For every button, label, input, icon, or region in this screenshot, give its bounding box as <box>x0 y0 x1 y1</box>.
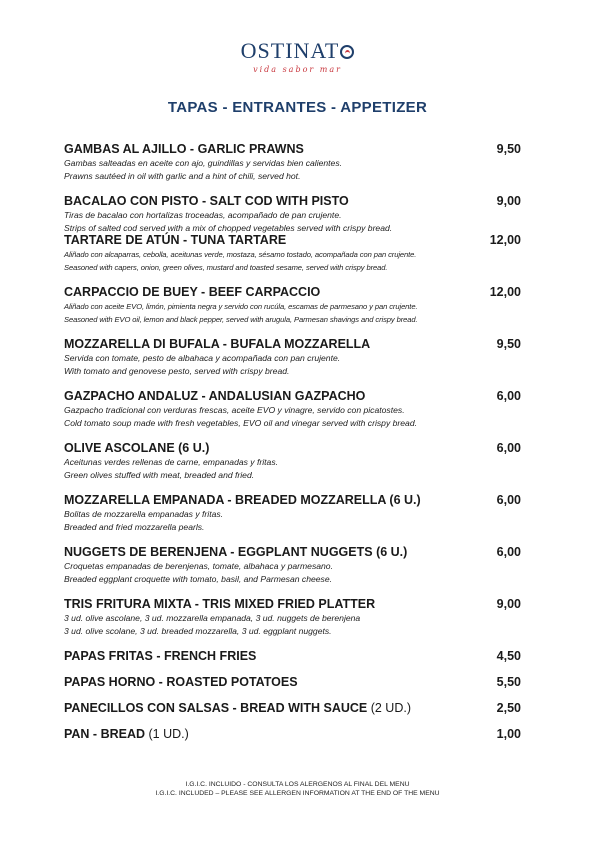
item-desc-es: Gambas salteadas en aceite con ajo, guindillas y servidas bien calientes. <box>64 158 343 168</box>
item-price: 9,00 <box>496 194 521 208</box>
menu-item <box>64 493 521 534</box>
menu-item <box>64 727 521 742</box>
item-name: TARTARE DE ATÚN - TUNA TARTARE <box>64 233 287 247</box>
item-name: PAN - BREAD <box>64 727 146 741</box>
item-price: 6,00 <box>496 441 521 455</box>
menu-item <box>64 545 521 586</box>
item-name: MOZZARELLA DI BUFALA - BUFALA MOZZARELLA <box>64 337 371 351</box>
item-price: 5,50 <box>496 675 521 689</box>
item-price: 12,00 <box>489 285 521 299</box>
item-name: MOZZARELLA EMPANADA - BREADED MOZZARELLA (6 U.) <box>64 493 421 507</box>
menu-item <box>64 194 521 235</box>
brand-logo <box>0 40 595 74</box>
item-name: PAPAS FRITAS - FRENCH FRIES <box>64 649 257 663</box>
item-desc-en: Cold tomato soup made with fresh vegetables, EVO oil and vinegar served with crispy bread. <box>64 418 418 428</box>
menu-item <box>64 233 521 274</box>
item-price: 9,50 <box>496 337 521 351</box>
menu-item <box>64 389 521 430</box>
item-price: 9,00 <box>496 597 521 611</box>
item-desc-es: Aliñado con aceite EVO, limón, pimienta negra y servido con rucúla, escamas de parmesano y pan crujente. <box>64 302 418 311</box>
footer-line-es: I.G.I.C. INCLUIDO - CONSULTA LOS ALERGENOS AL FINAL DEL MENU <box>185 781 410 788</box>
item-price: 2,50 <box>496 701 521 715</box>
brand-name <box>241 40 355 62</box>
item-desc-en: Seasoned with EVO oil, lemon and black pepper, served with arugula, Parmesan shavings and crispy bread. <box>64 315 418 324</box>
menu-item <box>64 441 521 482</box>
menu-item <box>64 597 521 638</box>
item-name-wrap <box>64 701 411 716</box>
item-price: 6,00 <box>496 493 521 507</box>
menu-item <box>64 649 521 664</box>
item-price: 9,50 <box>496 142 521 156</box>
item-price: 6,00 <box>496 389 521 403</box>
item-name: GAMBAS AL AJILLO - GARLIC PRAWNS <box>64 142 304 156</box>
menu-item <box>64 337 521 378</box>
item-desc-es: Bolitas de mozzarella empanadas y fritas. <box>64 509 224 519</box>
item-name: OLIVE ASCOLANE (6 U.) <box>64 441 210 455</box>
item-desc-en: Green olives stuffed with meat, breaded and fried. <box>64 470 255 480</box>
item-price: 12,00 <box>489 233 521 247</box>
item-desc-es: 3 ud. olive ascolane, 3 ud. mozzarella empanada, 3 ud. nuggets de berenjena <box>64 613 361 623</box>
item-name: BACALAO CON PISTO - SALT COD WITH PISTO <box>64 194 349 208</box>
item-desc-en: Strips of salted cod served with a mix of chopped vegetables served with crispy bread. <box>64 223 393 233</box>
brand-tagline: vida sabor mar <box>253 65 342 74</box>
item-desc-es: Tiras de bacalao con hortalizas troceadas, acompañado de pan crujente. <box>64 210 342 220</box>
item-desc-es: Croquetas empanadas de berenjenas, tomate, albahaca y parmesano. <box>64 561 333 571</box>
item-desc-es: Aliñado con alcaparras, cebolla, aceitunas verde, mostaza, sésamo tostado, acompañada con pan crujente. <box>64 250 417 259</box>
item-name: NUGGETS DE BERENJENA - EGGPLANT NUGGETS (6 U.) <box>64 545 408 559</box>
menu-item <box>64 285 521 326</box>
item-desc-es: Gazpacho tradicional con verduras frescas, aceite EVO y vinagre, servido con picatostes. <box>64 405 405 415</box>
item-price: 1,00 <box>496 727 521 741</box>
item-price: 4,50 <box>496 649 521 663</box>
item-name: PANECILLOS CON SALSAS - BREAD WITH SAUCE <box>64 701 368 715</box>
item-quantity: (1 UD.) <box>145 727 189 741</box>
item-desc-en: 3 ud. olive scolane, 3 ud. breaded mozzarella, 3 ud. eggplant nuggets. <box>64 626 332 636</box>
item-name-wrap <box>64 727 189 742</box>
item-name: GAZPACHO ANDALUZ - ANDALUSIAN GAZPACHO <box>64 389 366 403</box>
item-name: PAPAS HORNO - ROASTED POTATOES <box>64 675 298 689</box>
item-desc-en: Breaded and fried mozzarella pearls. <box>64 522 205 532</box>
brand-name-text: OSTINAT <box>240 38 340 63</box>
item-price: 6,00 <box>496 545 521 559</box>
footer-line-en: I.G.I.C. INCLUDED – PLEASE SEE ALLERGEN INFORMATION AT THE END OF THE MENU <box>155 790 440 797</box>
item-desc-en: Seasoned with capers, onion, green olives, mustard and toasted sesame, served with crispy bread. <box>64 263 388 272</box>
item-desc-en: Prawns sautéed in oil with garlic and a hint of chili, served hot. <box>64 171 301 181</box>
item-name: TRIS FRITURA MIXTA - TRIS MIXED FRIED PLATTER <box>64 597 376 611</box>
menu-item <box>64 701 521 716</box>
section-title: TAPAS - ENTRANTES - APPETIZER <box>167 99 428 116</box>
item-quantity: (2 UD.) <box>367 701 411 715</box>
item-desc-en: With tomato and genovese pesto, served with crispy bread. <box>64 366 290 376</box>
menu-item <box>64 142 521 183</box>
item-desc-es: Servida con tomate, pesto de albahaca y acompañada con pan crujente. <box>64 353 341 363</box>
footer-note <box>0 780 595 798</box>
item-desc-es: Aceitunas verdes rellenas de carne, empanadas y fritas. <box>64 457 279 467</box>
item-desc-en: Breaded eggplant croquette with tomato, basil, and Parmesan cheese. <box>64 574 333 584</box>
menu-item <box>64 675 521 690</box>
wave-o-icon <box>340 45 354 59</box>
item-name: CARPACCIO DE BUEY - BEEF CARPACCIO <box>64 285 321 299</box>
